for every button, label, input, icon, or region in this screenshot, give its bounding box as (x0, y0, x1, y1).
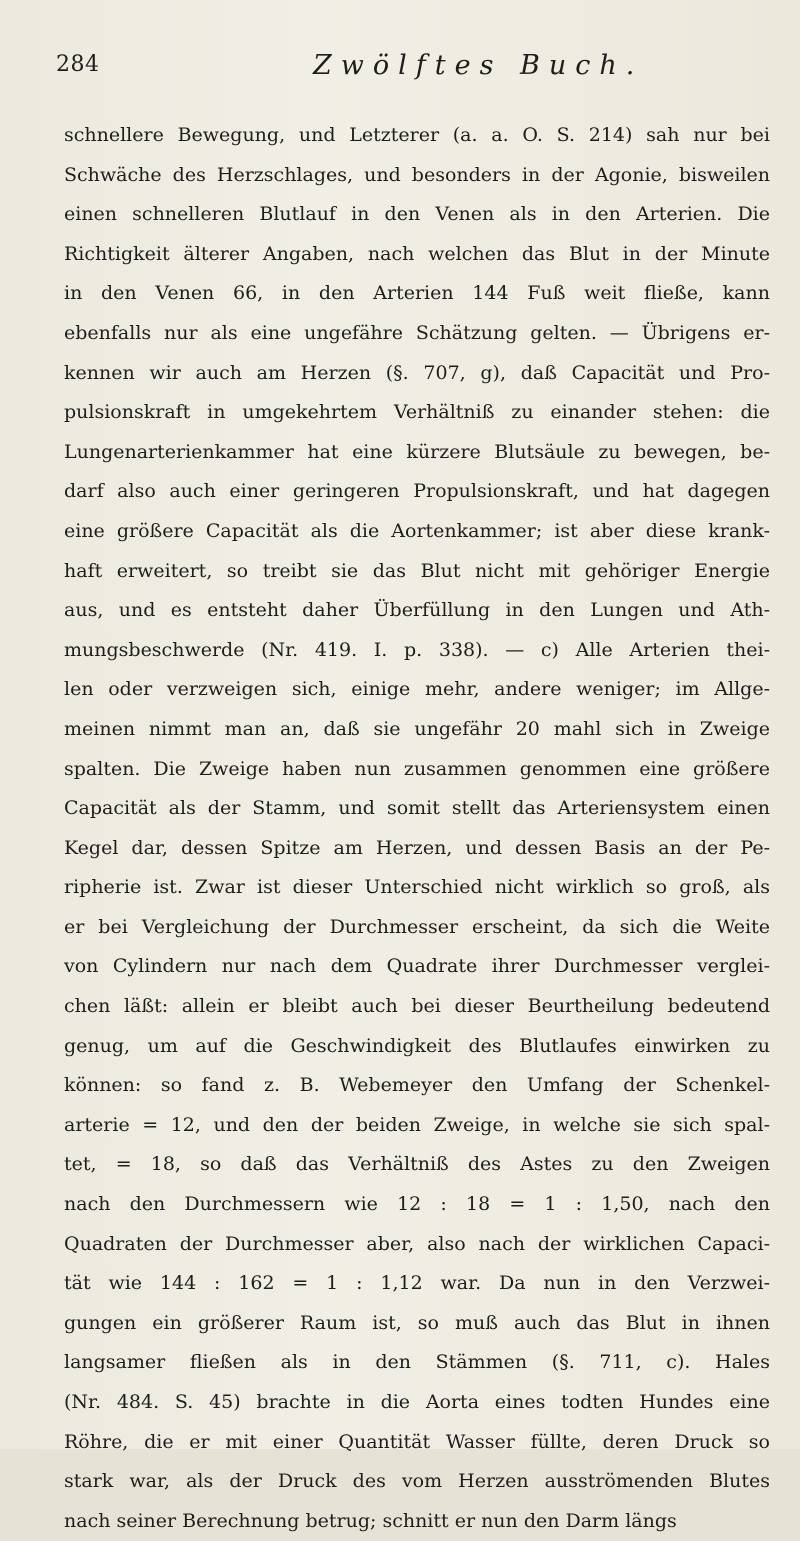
text-line: ebenfalls nur als eine ungefähre Schätzung gelten. — Übrigens er- (64, 321, 770, 344)
text-line: Röhre, die er mit einer Quantität Wasser füllte, deren Druck so (64, 1430, 770, 1453)
text-line: kennen wir auch am Herzen (§. 707, g), daß Capacität und Pro- (64, 361, 770, 384)
text-line: spalten. Die Zweige haben nun zusammen genommen eine größere (64, 757, 770, 780)
body-text (64, 116, 770, 1541)
text-line: Kegel dar, dessen Spitze am Herzen, und dessen Basis an der Pe- (64, 836, 770, 859)
text-line: len oder verzweigen sich, einige mehr, andere weniger; im Allge- (64, 678, 770, 701)
text-line: nach den Durchmessern wie 12 : 18 = 1 : 1,50, nach den (64, 1193, 770, 1216)
text-line: können: so fand z. B. Webemeyer den Umfang der Schenkel- (64, 1074, 770, 1097)
text-line: eine größere Capacität als die Aortenkammer; ist aber diese krank- (64, 519, 770, 542)
text-line: meinen nimmt man an, daß sie ungefähr 20 mahl sich in Zweige (64, 717, 770, 740)
text-line: gungen ein größerer Raum ist, so muß auch das Blut in ihnen (64, 1311, 770, 1334)
text-line: tet, = 18, so daß das Verhältniß des Astes zu den Zweigen (64, 1153, 770, 1176)
text-line: in den Venen 66, in den Arterien 144 Fuß weit fließe, kann (64, 282, 770, 305)
text-line: darf also auch einer geringeren Propulsionskraft, und hat dagegen (64, 480, 770, 503)
text-line: Capacität als der Stamm, und somit stellt das Arteriensystem einen (64, 797, 770, 820)
text-line: Quadraten der Durchmesser aber, also nach der wirklichen Capaci- (64, 1232, 770, 1255)
text-line: tät wie 144 : 162 = 1 : 1,12 war. Da nun in den Verzwei- (64, 1272, 770, 1295)
text-line: langsamer fließen als in den Stämmen (§. 711, c). Hales (64, 1351, 770, 1374)
text-line: einen schnelleren Blutlauf in den Venen als in den Arterien. Die (64, 203, 770, 226)
text-line: haft erweitert, so treibt sie das Blut nicht mit gehöriger Energie (64, 559, 770, 582)
text-line: stark war, als der Druck des vom Herzen ausströmenden Blutes (64, 1470, 770, 1493)
text-line: Lungenarterienkammer hat eine kürzere Blutsäule zu bewegen, be- (64, 440, 770, 463)
text-line: aus, und es entsteht daher Überfüllung in den Lungen und Ath- (64, 599, 770, 622)
text-line: er bei Vergleichung der Durchmesser erscheint, da sich die Weite (64, 915, 770, 938)
text-line: pulsionskraft in umgekehrtem Verhältniß zu einander stehen: die (64, 401, 770, 424)
text-line: chen läßt: allein er bleibt auch bei dieser Beurtheilung bedeutend (64, 995, 770, 1018)
text-line: von Cylindern nur nach dem Quadrate ihrer Durchmesser verglei- (64, 955, 770, 978)
text-line: Schwäche des Herzschlages, und besonders in der Agonie, bisweilen (64, 163, 770, 186)
text-line: nach seiner Berechnung betrug; schnitt er nun den Darm längs (64, 1509, 677, 1532)
text-line: schnellere Bewegung, und Letzterer (a. a. O. S. 214) sah nur bei (64, 124, 770, 146)
page-header (0, 52, 800, 92)
page-number: 284 (56, 52, 100, 77)
text-line: mungsbeschwerde (Nr. 419. I. p. 338). — c) Alle Arterien thei- (64, 638, 770, 661)
text-line: (Nr. 484. S. 45) brachte in die Aorta eines todten Hundes eine (64, 1391, 770, 1413)
running-head: Zwölftes Buch. (313, 50, 644, 81)
text-line: Richtigkeit älterer Angaben, nach welchen das Blut in der Minute (64, 242, 770, 265)
text-line: genug, um auf die Geschwindigkeit des Blutlaufes einwirken zu (64, 1034, 770, 1057)
text-line: arterie = 12, und den der beiden Zweige, in welche sie sich spal- (64, 1113, 770, 1136)
text-line: ripherie ist. Zwar ist dieser Unterschied nicht wirklich so groß, als (64, 876, 770, 899)
